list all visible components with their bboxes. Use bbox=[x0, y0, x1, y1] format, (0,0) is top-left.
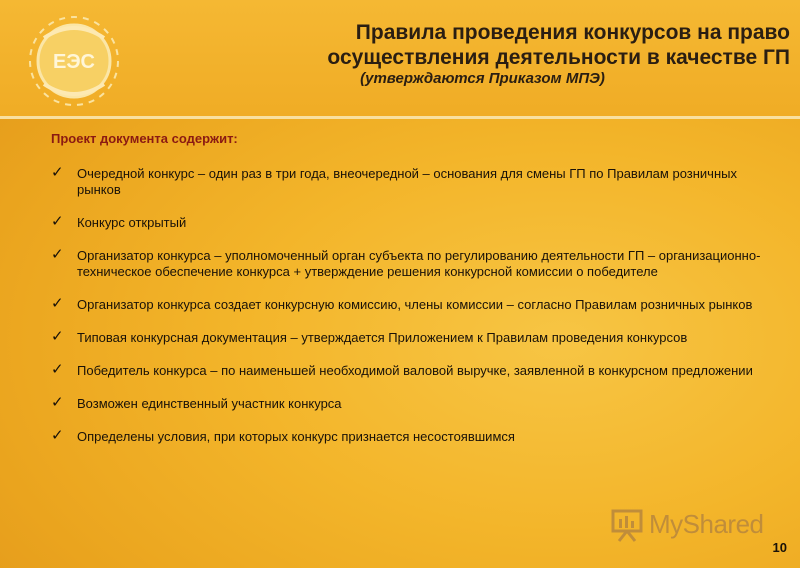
list-item bbox=[51, 166, 771, 198]
list-item-text: Конкурс открытый bbox=[77, 215, 187, 230]
list-item bbox=[51, 297, 771, 313]
header-divider bbox=[0, 116, 800, 119]
company-logo-icon bbox=[14, 8, 134, 114]
page-number: 10 bbox=[772, 540, 787, 555]
checkmark-icon: ✓ bbox=[51, 361, 64, 378]
checkmark-icon: ✓ bbox=[51, 427, 64, 444]
presentation-board-icon bbox=[609, 507, 645, 543]
watermark bbox=[607, 507, 777, 543]
list-item-text: Организатор конкурса создает конкурсную комиссию, члены комиссии – согласно Правилам розничных рынков bbox=[77, 297, 753, 312]
bullet-list bbox=[51, 166, 771, 462]
list-item bbox=[51, 429, 771, 445]
list-item bbox=[51, 330, 771, 346]
list-item bbox=[51, 248, 771, 280]
title-line-1: Правила проведения конкурсов на право bbox=[355, 21, 790, 44]
checkmark-icon: ✓ bbox=[51, 295, 64, 312]
list-item-text: Возможен единственный участник конкурса bbox=[77, 396, 342, 411]
checkmark-icon: ✓ bbox=[51, 394, 64, 411]
title-line-2: осуществления деятельности в качестве ГП bbox=[327, 46, 790, 69]
page-title bbox=[210, 20, 790, 70]
list-item bbox=[51, 363, 771, 379]
watermark-text: MyShared bbox=[649, 509, 764, 539]
logo-text: ЕЭС bbox=[52, 51, 96, 73]
intro-heading: Проект документа содержит: bbox=[51, 131, 238, 146]
list-item-text: Типовая конкурсная документация – утверждается Приложением к Правилам проведения конкурсов bbox=[77, 330, 688, 345]
page-subtitle: (утверждаются Приказом МПЭ) bbox=[360, 70, 605, 87]
checkmark-icon: ✓ bbox=[51, 328, 64, 345]
list-item bbox=[51, 215, 771, 231]
checkmark-icon: ✓ bbox=[51, 164, 64, 181]
checkmark-icon: ✓ bbox=[51, 213, 64, 230]
list-item-text: Победитель конкурса – по наименьшей необходимой валовой выручке, заявленной в конкурсном предложении bbox=[77, 363, 753, 378]
list-item-text: Очередной конкурс – один раз в три года, внеочередной – основания для смены ГП по Правилам розничных рынков bbox=[77, 166, 737, 197]
list-item-text: Организатор конкурса – уполномоченный орган субъекта по регулированию деятельности ГП – организационно-техническое обеспечение конкурса + утверждение решения конкурсной комиссии о победителе bbox=[77, 248, 761, 279]
list-item bbox=[51, 396, 771, 412]
header-bar bbox=[0, 0, 800, 118]
checkmark-icon: ✓ bbox=[51, 246, 64, 263]
list-item-text: Определены условия, при которых конкурс признается несостоявшимся bbox=[77, 429, 515, 444]
